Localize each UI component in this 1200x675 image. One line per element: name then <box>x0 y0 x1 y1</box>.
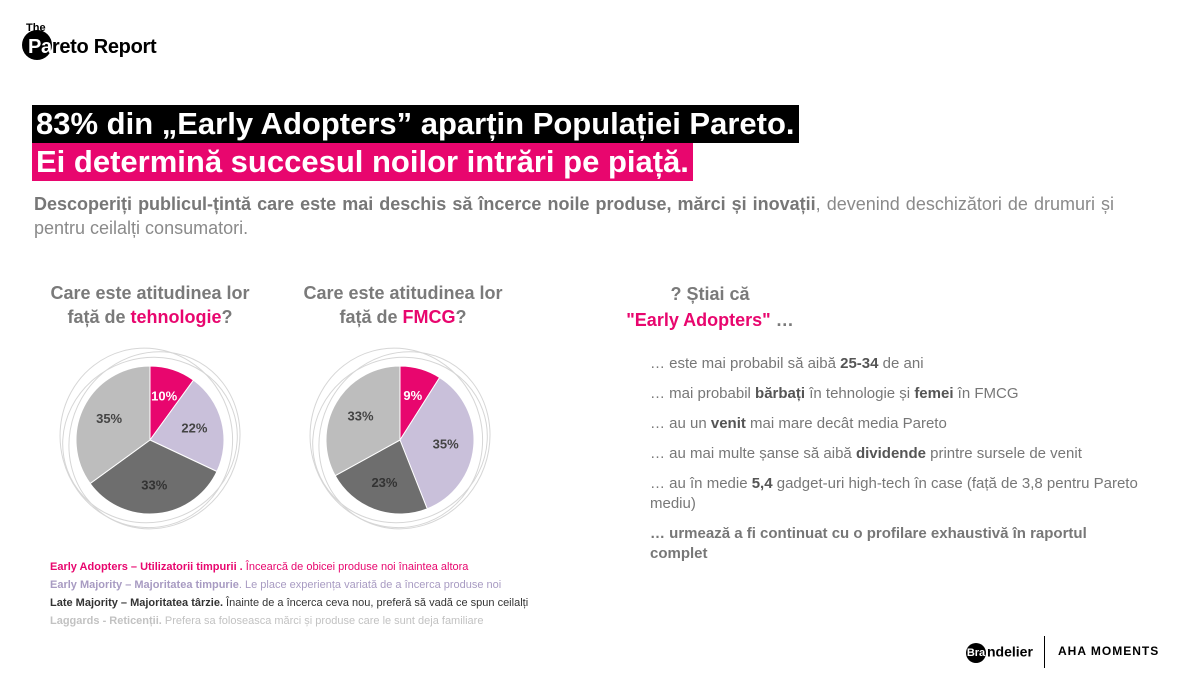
headline-line-2: Ei determină succesul noilor intrări pe piață. <box>32 143 693 181</box>
legend-item-laggards: Laggards - Reticenții. Prefera sa foloseasca mărci și produse care le sunt deja familiare <box>50 615 484 627</box>
fact-continued: … urmează a fi continuat cu o profilare exhaustivă în raportul complet <box>650 525 1087 562</box>
logo-the: The <box>26 22 46 34</box>
fact-age: … este mai probabil să aibă 25-34 de ani <box>650 355 924 372</box>
facts-list <box>650 354 1140 574</box>
legend <box>50 558 590 630</box>
intro-text <box>34 192 1114 240</box>
intro-rest: , devenind deschizători de drumuri și pentru ceilalți consumatori. <box>34 194 1114 238</box>
chart-title-tehnologie: Care este atitudinea lor față de tehnologie? <box>50 283 250 327</box>
legend-item-early-majority: Early Majority – Majoritatea timpurie. Le place experiența variată de a încerca produse noi <box>50 579 502 591</box>
pie-chart-fmcg <box>300 345 500 535</box>
fact-gender: … mai probabil bărbați în tehnologie și femei în FMCG <box>650 385 1019 402</box>
pie-label-laggards: 33% <box>347 408 374 424</box>
headline-line-1: 83% din „Early Adopters” aparțin Populației Pareto. <box>32 105 799 143</box>
headline <box>32 105 799 181</box>
pie-label-early-majority: 22% <box>181 420 208 436</box>
footer-brands <box>964 636 1174 668</box>
pie-label-early-majority: 35% <box>432 436 459 452</box>
fact-gadgets: … au în medie 5,4 gadget-uri high-tech în case (față de 3,8 pentru Pareto mediu) <box>650 475 1138 512</box>
pareto-report-logo <box>22 22 192 62</box>
pie-label-laggards: 35% <box>96 411 123 427</box>
brandelier-logo: Bra ndelier <box>966 643 1033 663</box>
pie-label-early-adopters: 9% <box>403 387 423 403</box>
legend-item-early-adopters: Early Adopters – Utilizatorii timpurii . Încearcă de obicei produse noi înaintea altora <box>50 561 469 573</box>
legend-item-late-majority: Late Majority – Majoritatea târzie. Înainte de a încerca ceva nou, preferă să vadă ce spun ceilalți <box>50 597 529 609</box>
pie-label-late-majority: 33% <box>141 477 168 493</box>
intro-bold: Descoperiți publicul-țintă care este mai deschis să încerce noile produse, mărci și inovații <box>34 194 816 214</box>
fact-income: … au un venit mai mare decât media Pareto <box>650 415 947 432</box>
pie-label-early-adopters: 10% <box>151 388 178 404</box>
did-you-know-title: ? Știai că "Early Adopters" … <box>626 284 794 330</box>
pie-label-late-majority: 23% <box>371 475 398 491</box>
pie-chart-tehnologie <box>50 345 250 535</box>
fact-dividends: … au mai multe șanse să aibă dividende printre sursele de venit <box>650 445 1082 462</box>
chart-title-fmcg: Care este atitudinea lor față de FMCG? <box>303 283 503 327</box>
brand-divider <box>1044 636 1045 668</box>
aha-moments-logo: AHA MOMENTS <box>1058 644 1160 658</box>
logo-title: Pareto Report <box>28 36 157 58</box>
